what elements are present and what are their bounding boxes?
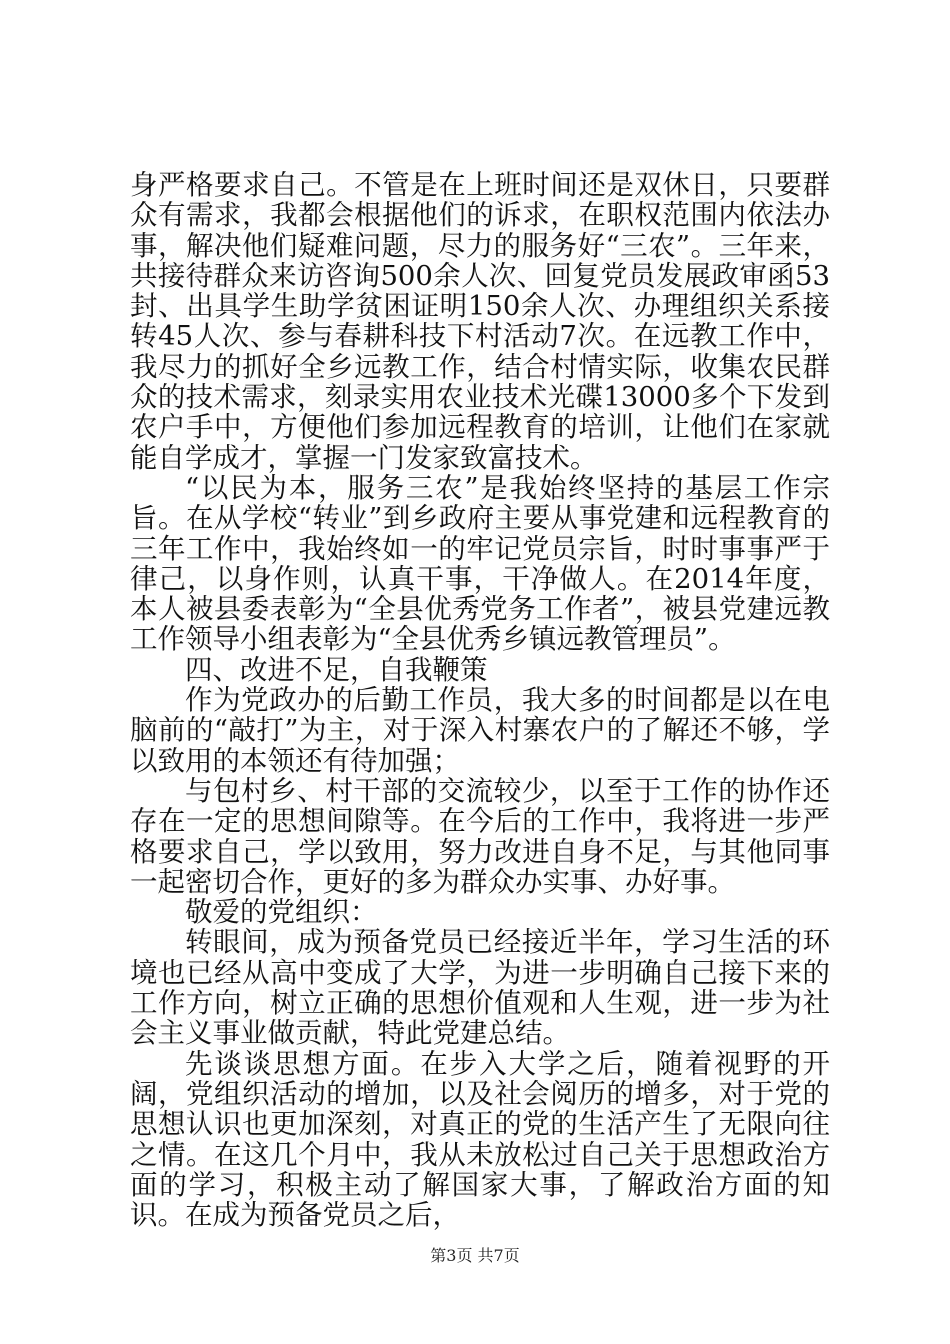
page-footer: [0, 1243, 950, 1266]
paragraph: “以民为本，服务三农”是我始终坚持的基层工作宗旨。在从学校“转业”到乡政府主要从事党建和远程教育的三年工作中，我始终如一的牢记党员宗旨，时时事事严于律己，以身作则，认真干事，干净做人。在2014年度，本人被县委表彰为“全县优秀党务工作者”，被县党建远教工作领导小组表彰为“全县优秀乡镇远教管理员”。: [130, 471, 830, 656]
paragraph: 转眼间，成为预备党员已经接近半年，学习生活的环境也已经从高中变成了大学，为进一步明确自己接下来的工作方向，树立正确的思想价值观和人生观，进一步为社会主义事业做贡献，特此党建总结。: [130, 926, 830, 1050]
paragraph: 与包村乡、村干部的交流较少，以至于工作的协作还存在一定的思想间隙等。在今后的工作中，我将进一步严格要求自己，学以致用，努力改进自身不足，与其他同事一起密切合作，更好的多为群众办实事、办好事。: [130, 774, 830, 898]
section-heading: 四、改进不足，自我鞭策: [185, 653, 488, 686]
paragraph: 作为党政办的后勤工作员，我大多的时间都是以在电脑前的“敲打”为主，对于深入村寨农户的了解还不够，学以致用的本领还有待加强；: [130, 684, 830, 777]
page-number: 第3页 共7页: [430, 1246, 520, 1265]
paragraph: 身严格要求自己。不管是在上班时间还是双休日，只要群众有需求，我都会根据他们的诉求，在职权范围内依法办事，解决他们疑难问题，尽力的服务好“三农”。三年来，共接待群众来访咨询500余人次、回复党员发展政审函53封、出具学生助学贫困证明150余人次、办理组织关系接转45人次、参与春耕科技下村活动7次。在远教工作中，我尽力的抓好全乡远教工作，结合村情实际，收集农民群众的技术需求，刻录实用农业技术光碟13000多个下发到农户手中，方便他们参加远程教育的培训，让他们在家就能自学成才，掌握一门发家致富技术。: [130, 169, 830, 474]
paragraph: 先谈谈思想方面。在步入大学之后，随着视野的开阔，党组织活动的增加，以及社会阅历的增多，对于党的思想认识也更加深刻，对真正的党的生活产生了无限向往之情。在这几个月中，我从未放松过自己关于思想政治方面的学习，积极主动了解国家大事，了解政治方面的知识。在成为预备党员之后，: [130, 1047, 830, 1232]
salutation: 敬爱的党组织：: [185, 896, 378, 929]
document-body: [130, 170, 830, 1230]
